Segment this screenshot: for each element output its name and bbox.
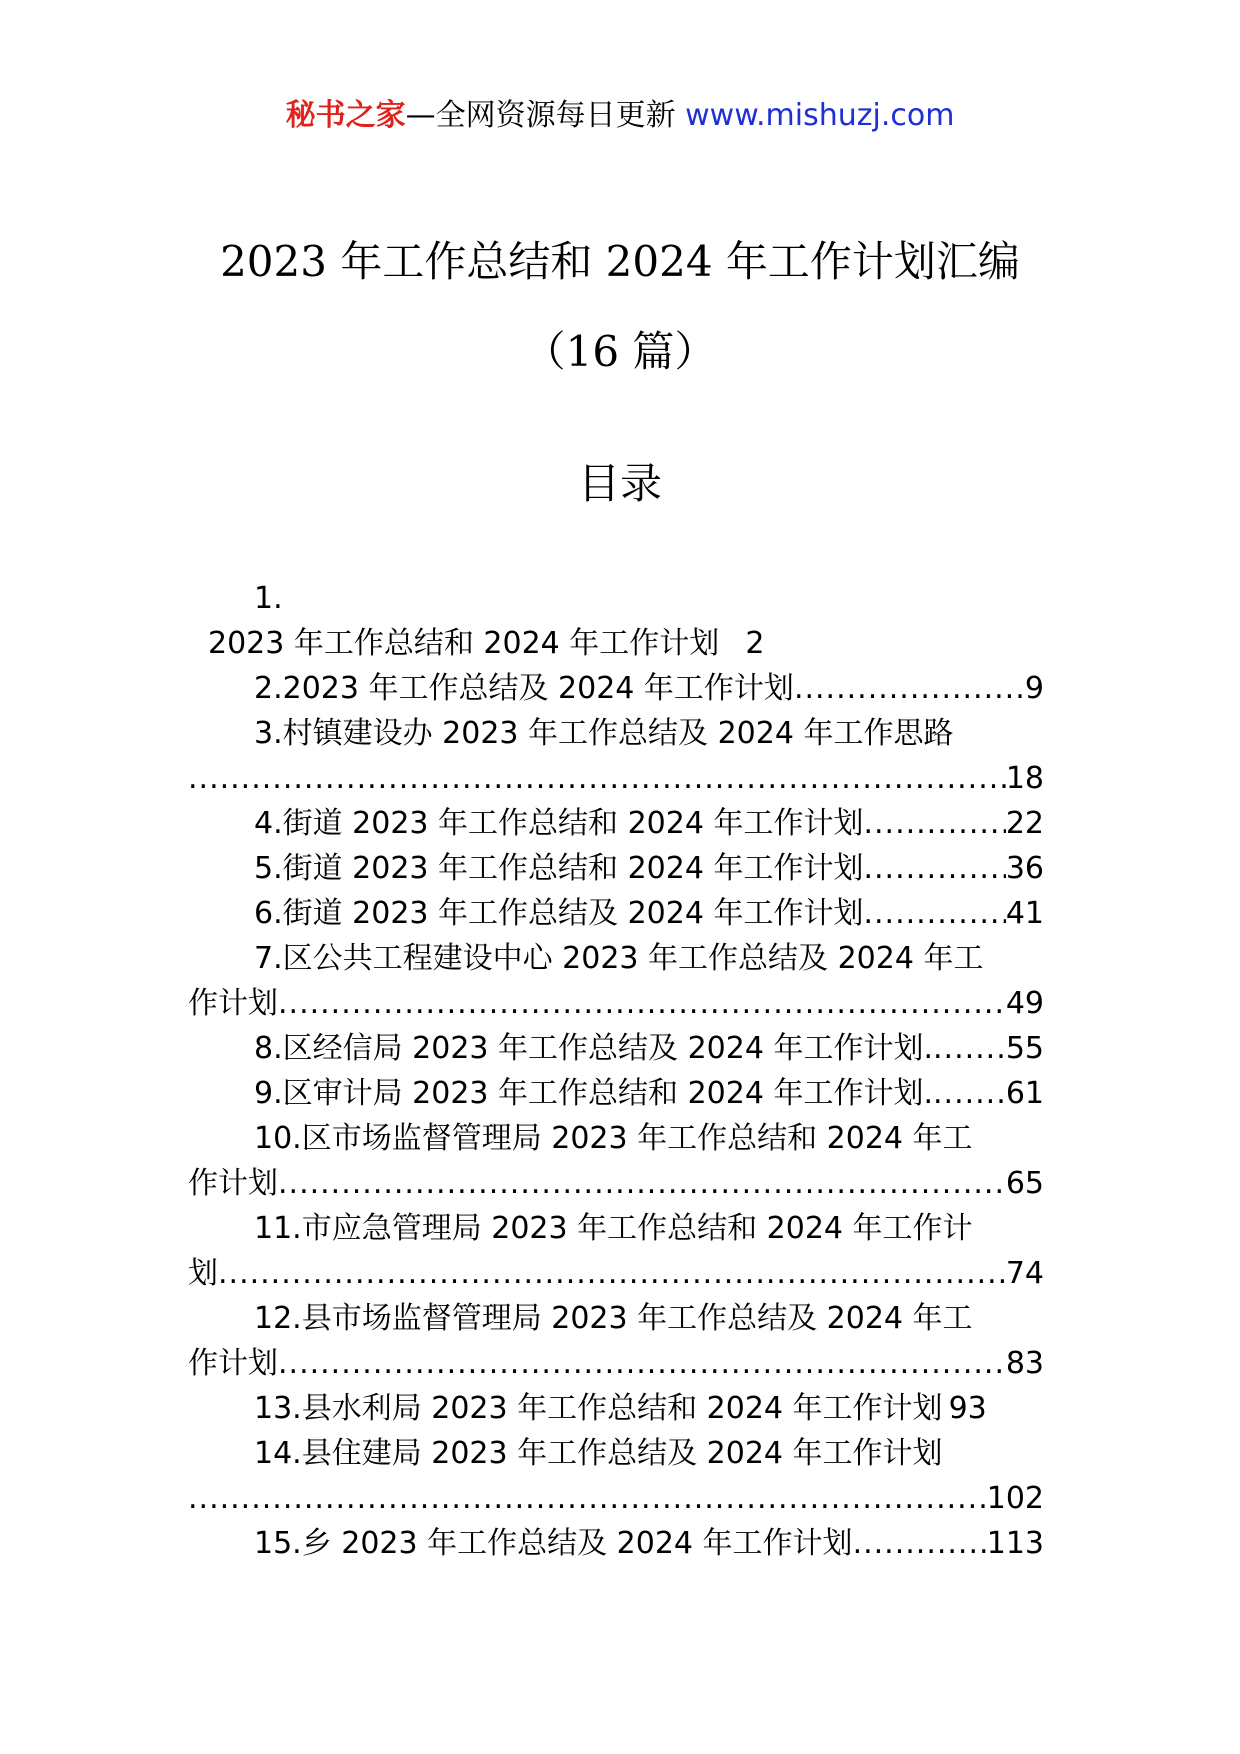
toc-entry[interactable] bbox=[188, 891, 1044, 936]
toc-entry-page: 9 bbox=[1024, 671, 1044, 706]
toc-entry-page: 74 bbox=[1005, 1256, 1044, 1291]
toc-entry-page: 22 bbox=[1005, 806, 1044, 841]
toc-entry[interactable] bbox=[188, 1206, 1044, 1296]
dot-leader bbox=[863, 846, 1005, 891]
toc-entry[interactable] bbox=[188, 1026, 1044, 1071]
toc-entry[interactable] bbox=[188, 936, 1044, 1026]
toc-entry[interactable] bbox=[188, 1521, 1044, 1566]
toc-entry[interactable] bbox=[188, 846, 1044, 891]
toc-entry-page: 49 bbox=[1005, 986, 1044, 1021]
toc-entry[interactable] bbox=[188, 576, 1044, 666]
toc-heading: 目录 bbox=[577, 459, 662, 508]
toc-entry-page: 93 bbox=[948, 1391, 987, 1426]
toc-entry-title: 11.市应急管理局 2023 年工作总结和 2024 年工作计 bbox=[254, 1211, 973, 1246]
toc-entry-page: 61 bbox=[1005, 1076, 1044, 1111]
toc-entry[interactable] bbox=[188, 711, 1044, 801]
toc-entry-title-continued: 划 bbox=[188, 1256, 218, 1291]
toc-entry-page: 102 bbox=[986, 1481, 1044, 1516]
toc-entry-title: 5.街道 2023 年工作总结和 2024 年工作计划 bbox=[254, 851, 864, 886]
dot-leader bbox=[933, 1026, 1006, 1071]
toc-entry-title: 8.区经信局 2023 年工作总结及 2024 年工作计划. bbox=[254, 1031, 933, 1066]
site-brand: 秘书之家 bbox=[285, 98, 406, 133]
toc-entry-title: 9.区审计局 2023 年工作总结和 2024 年工作计划. bbox=[254, 1076, 933, 1111]
dot-leader bbox=[933, 1071, 1006, 1116]
toc-entry-title-continued: 作计划 bbox=[188, 1346, 278, 1381]
toc-entry-number: 1. bbox=[254, 581, 283, 616]
toc-entry-page: 55 bbox=[1005, 1031, 1044, 1066]
toc-entry-title: 12.县市场监督管理局 2023 年工作总结及 2024 年工 bbox=[254, 1301, 973, 1336]
dot-leader bbox=[188, 756, 1006, 801]
toc-entry-page: 36 bbox=[1005, 851, 1044, 886]
toc-entry-title: 3.村镇建设办 2023 年工作总结及 2024 年工作思路 bbox=[254, 716, 954, 751]
toc-entry-page: 65 bbox=[1005, 1166, 1044, 1201]
toc-entry-page: 83 bbox=[1005, 1346, 1044, 1381]
toc-entry[interactable] bbox=[188, 1296, 1044, 1386]
toc-entry-title: 10.区市场监督管理局 2023 年工作总结和 2024 年工 bbox=[254, 1121, 973, 1156]
site-header bbox=[0, 96, 1240, 136]
dot-leader bbox=[278, 1341, 1006, 1386]
document-subtitle-count: （16 篇） bbox=[523, 327, 717, 376]
toc-entry-title: 7.区公共工程建设中心 2023 年工作总结及 2024 年工 bbox=[254, 941, 984, 976]
toc-entry-title-continued: 作计划 bbox=[188, 1166, 278, 1201]
dot-leader bbox=[863, 891, 1005, 936]
table-of-contents bbox=[188, 576, 1044, 1566]
dot-leader bbox=[278, 981, 1006, 1026]
toc-entry-title-continued: 作计划 bbox=[188, 986, 278, 1021]
dot-leader bbox=[794, 666, 1025, 711]
toc-entry-page: 41 bbox=[1005, 896, 1044, 931]
toc-entry-title: 6.街道 2023 年工作总结及 2024 年工作计划 bbox=[254, 896, 864, 931]
toc-entry-title: 15.乡 2023 年工作总结及 2024 年工作计划 bbox=[254, 1526, 853, 1561]
dot-leader bbox=[188, 1476, 987, 1521]
toc-entry[interactable] bbox=[188, 1386, 1044, 1431]
toc-entry[interactable] bbox=[188, 666, 1044, 711]
site-slogan: —全网资源每日更新 bbox=[405, 98, 676, 133]
dot-leader bbox=[218, 1251, 1006, 1296]
toc-entry-page: 2 bbox=[745, 626, 765, 661]
document-title: 2023 年工作总结和 2024 年工作计划汇编 bbox=[220, 237, 1020, 286]
site-url-link[interactable]: www.mishuzj.com bbox=[685, 98, 955, 133]
toc-entry[interactable] bbox=[188, 1431, 1044, 1521]
toc-entry-title: 2023 年工作总结和 2024 年工作计划 bbox=[208, 626, 720, 661]
dot-leader bbox=[278, 1161, 1006, 1206]
dot-leader bbox=[863, 801, 1005, 846]
toc-entry-title: 14.县住建局 2023 年工作总结及 2024 年工作计划 bbox=[254, 1436, 943, 1471]
toc-entry-title: 13.县水利局 2023 年工作总结和 2024 年工作计划 bbox=[254, 1391, 943, 1426]
toc-entry[interactable] bbox=[188, 801, 1044, 846]
toc-entry[interactable] bbox=[188, 1116, 1044, 1206]
toc-entry-title: 4.街道 2023 年工作总结和 2024 年工作计划 bbox=[254, 806, 864, 841]
toc-entry-page: 113 bbox=[986, 1526, 1044, 1561]
toc-entry[interactable] bbox=[188, 1071, 1044, 1116]
toc-entry-page: 18 bbox=[1005, 761, 1044, 796]
toc-entry-title: 2.2023 年工作总结及 2024 年工作计划 bbox=[254, 671, 794, 706]
dot-leader bbox=[853, 1521, 987, 1566]
